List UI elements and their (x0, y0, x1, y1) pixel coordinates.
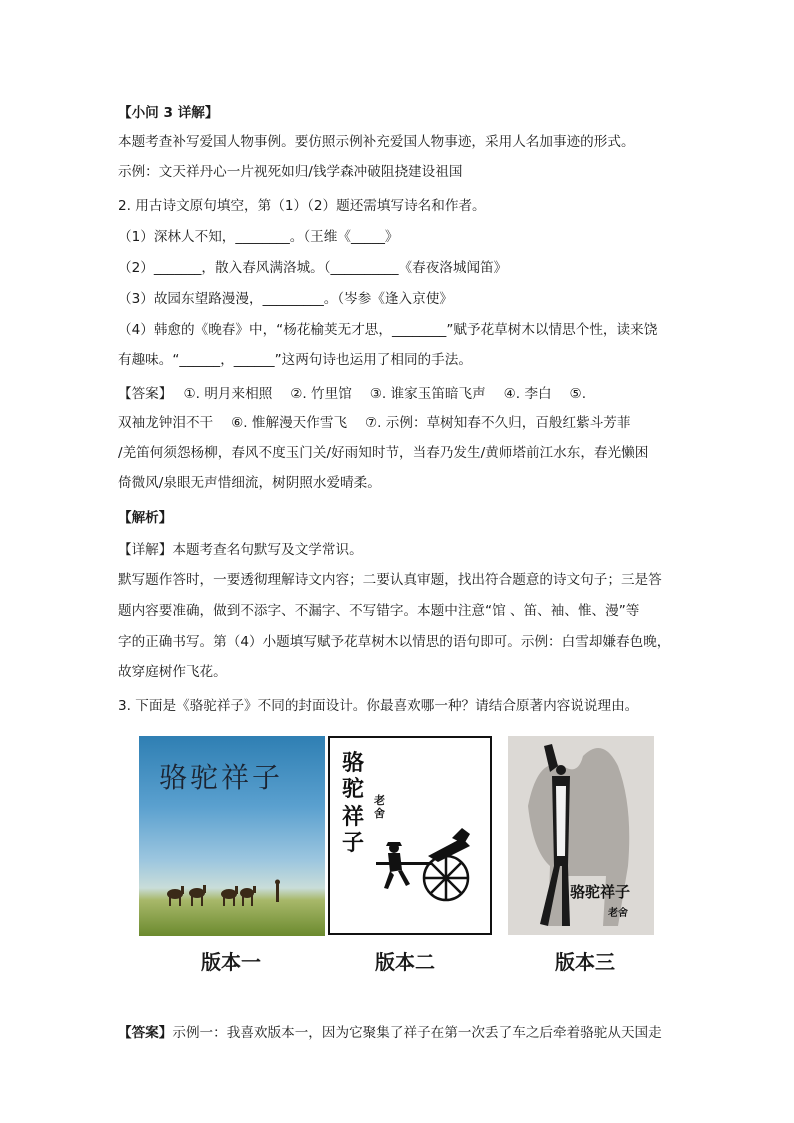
cover-2-author: 老舍 (374, 794, 385, 820)
cover-version-1 (139, 736, 325, 936)
question-2-item-4: （4）韩愈的《晚春》中，“杨花榆荚无才思，________”赋予花草树木以情思个性，读来饶 (118, 322, 658, 338)
answer-text: 示例一：我喜欢版本一，因为它聚集了祥子在第一次丢了车之后牵着骆驼从天国走 (172, 1025, 662, 1041)
answer-line: 【答案】 ①. 明月来相照 ②. 竹里馆 ③. 谁家玉笛暗飞声 ④. 李白 ⑤. (118, 386, 587, 402)
detail-line: 字的正确书写。第（4）小题填写赋予花草树木以情思的语句即可。示例：白雪却嫌春色晚， (118, 634, 671, 650)
question-2-stem: 2. 用古诗文原句填空，第（1）（2）题还需填写诗名和作者。 (118, 198, 486, 214)
question-2-item-2: （2）_______，散入春风满洛城。（__________《春夜洛城闻笛》 (118, 260, 508, 276)
answer-line: /羌笛何须怨杨柳，春风不度玉门关/好雨知时节，当春乃发生/黄师塔前江水东，春光懒困 (118, 445, 649, 461)
caption-version-2: 版本二 (375, 950, 435, 974)
text-line: 有趣味。“______，______”这两句诗也运用了相同的手法。 (118, 352, 472, 368)
text-line: 本题考查补写爱国人物事例。要仿照示例补充爱国人物事迹，采用人名加事迹的形式。 (118, 134, 635, 150)
cover-2-title-b: 祥子 (342, 804, 365, 856)
text-line: 示例：文天祥丹心一片视死如归/钱学森冲破阻挠建设祖国 (118, 164, 463, 180)
answer-line: 双袖龙钟泪不干 ⑥. 惟解漫天作雪飞 ⑦. 示例：草树知春不久归，百般红紫斗芳菲 (118, 415, 631, 431)
caption-version-3: 版本三 (555, 950, 615, 974)
caption-version-1: 版本一 (201, 950, 261, 974)
question-2-item-3: （3）故园东望路漫漫，_________。（岑参《逢入京使》 (118, 291, 453, 307)
camel-caravan-image (139, 736, 325, 936)
cover-version-3 (508, 736, 654, 935)
question-2-item-1: （1）深林人不知，________。（王维《_____》 (118, 229, 399, 245)
detail-line: 默写题作答时，一要透彻理解诗文内容；二要认真审题，找出符合题意的诗文句子；三是答 (118, 572, 662, 588)
cover-designs-figure (0, 736, 794, 976)
cover-version-2 (328, 736, 492, 935)
detail-line: 题内容要准确，做到不添字、不漏字、不写错字。本题中注意“馆 、笛、袖、惟、漫”等 (118, 603, 640, 619)
cover-3-title: 骆驼祥子 (570, 883, 631, 901)
answer-label: 【答案】 (118, 1025, 173, 1041)
question-3-stem: 3. 下面是《骆驼祥子》不同的封面设计。你最喜欢哪一种？请结合原著内容说说理由。 (118, 698, 639, 714)
cover-3-author: 老舍 (608, 908, 628, 919)
detail-line: 故穿庭树作飞花。 (118, 664, 227, 680)
detail-line: 【详解】本题考查名句默写及文学常识。 (118, 542, 363, 558)
camel-and-figure-image (508, 736, 654, 935)
rickshaw-puller-image (330, 738, 490, 933)
answer-line: 倚微风/泉眼无声惜细流，树阴照水爱晴柔。 (118, 475, 381, 491)
final-answer-line (118, 1023, 678, 1043)
cover-2-title-a: 骆驼 (342, 750, 365, 802)
sub-question-3-heading: 【小问 3 详解】 (118, 105, 219, 121)
cover-1-title: 骆驼祥子 (159, 761, 284, 794)
analysis-heading: 【解析】 (118, 510, 173, 526)
